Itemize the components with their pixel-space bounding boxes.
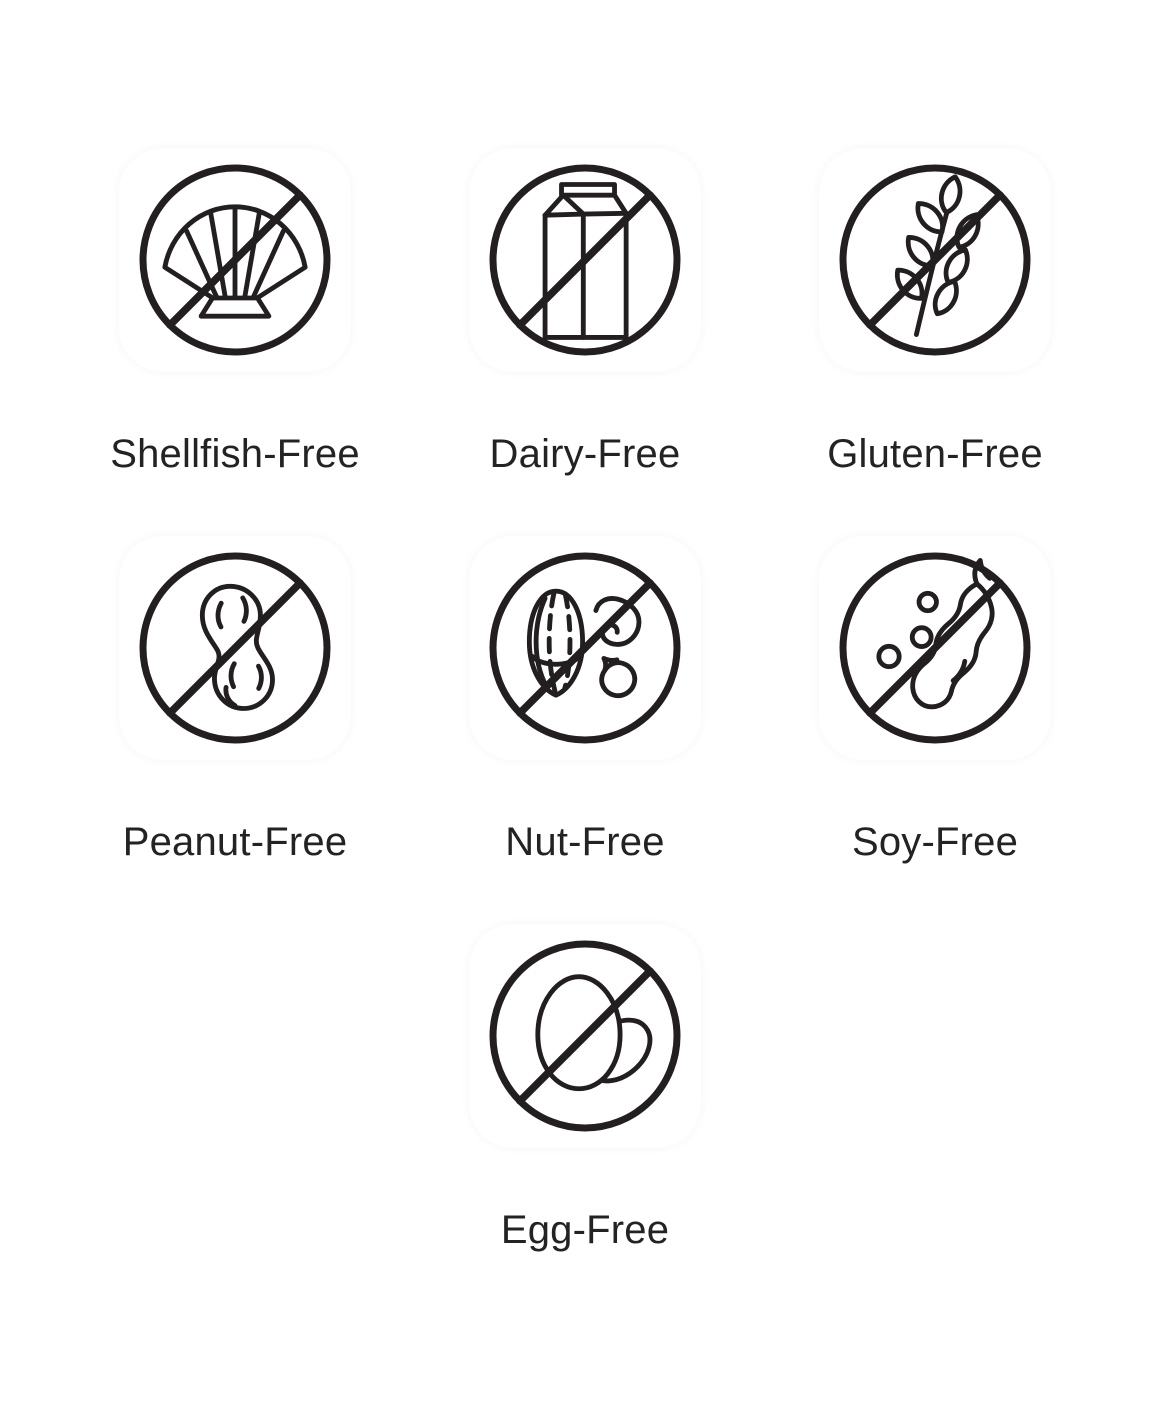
badge-tile (469, 536, 701, 760)
badge-tile (819, 148, 1051, 372)
no-nut-icon (485, 548, 685, 748)
badge-label: Shellfish-Free (110, 432, 360, 476)
no-gluten-icon (835, 160, 1035, 360)
no-shellfish-icon (135, 160, 335, 360)
badge-egg-free (410, 924, 760, 1250)
badge-dairy-free (410, 148, 760, 474)
badge-soy-free (760, 536, 1110, 862)
badge-label: Egg-Free (500, 1208, 670, 1252)
badge-label: Soy-Free (851, 820, 1019, 864)
badge-tile (119, 536, 351, 760)
badge-label: Dairy-Free (489, 432, 681, 476)
no-soy-icon (835, 548, 1035, 748)
badge-label: Gluten-Free (827, 432, 1043, 476)
badge-tile (469, 148, 701, 372)
no-peanut-icon (135, 548, 335, 748)
badge-nut-free (410, 536, 760, 862)
no-dairy-icon (485, 160, 685, 360)
badge-tile (469, 924, 701, 1148)
badge-label: Nut-Free (505, 820, 665, 864)
badge-shellfish-free (60, 148, 410, 474)
badge-gluten-free (760, 148, 1110, 474)
badge-label: Peanut-Free (122, 820, 348, 864)
no-egg-icon (485, 936, 685, 1136)
badge-peanut-free (60, 536, 410, 862)
badge-tile (819, 536, 1051, 760)
badge-tile (119, 148, 351, 372)
